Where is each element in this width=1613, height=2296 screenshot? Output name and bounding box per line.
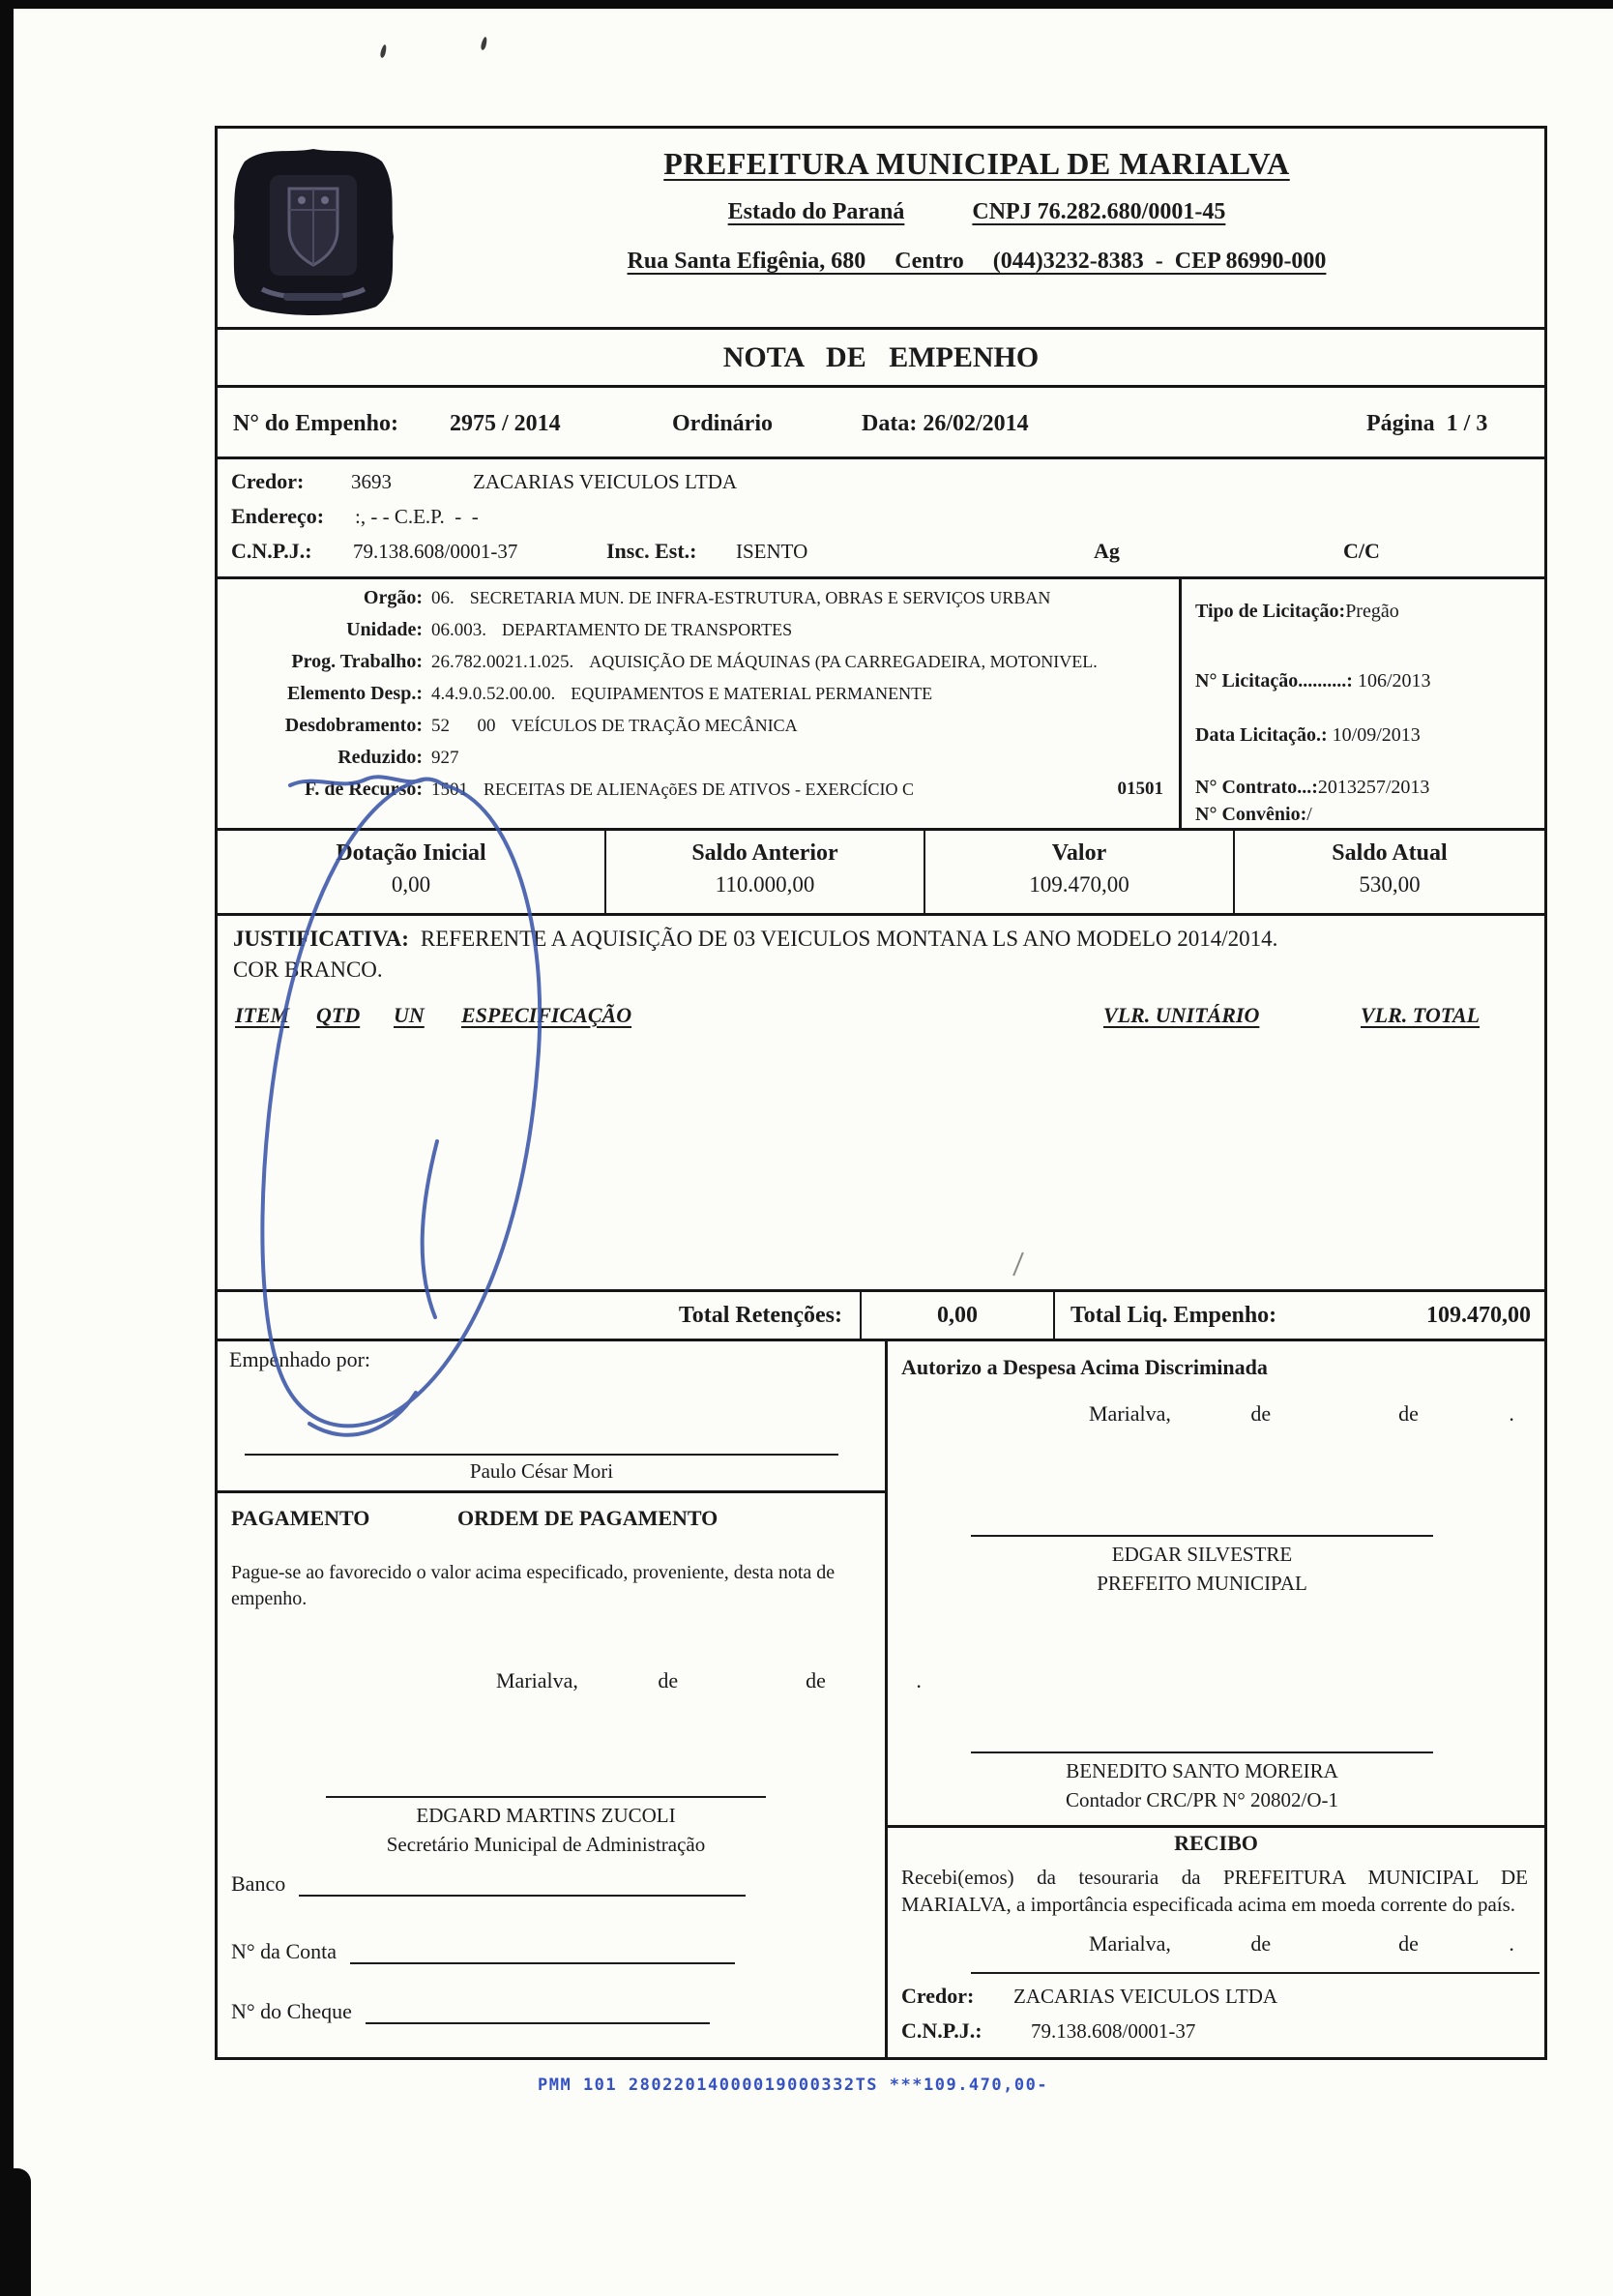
cheque-fill-line [366,1999,710,2024]
value-label: Valor [1051,840,1107,866]
col-item: ITEM [235,1003,290,1027]
net-commitment-value: 109.470,00 [1426,1302,1531,1328]
row-description: DEPARTAMENTO DE TRANSPORTES [502,620,793,639]
municipal-coat-of-arms-logo [218,129,409,327]
budget-row-desdobramento [218,715,1179,737]
row-label: F. de Recurso: [304,779,423,800]
bidding-date-row [1195,724,1421,747]
header-state: Estado do Paraná [727,199,905,224]
balances-row [218,831,1544,916]
bidding-type-label: Tipo de Licitação: [1195,601,1346,622]
budget-row-elemento [218,683,1179,705]
value-amount: 109.470,00 [1029,872,1129,897]
bidding-type-row [1195,601,1399,623]
empenho-type: Ordinário [672,411,774,436]
creditor-label: Credor: [231,469,305,493]
payment-title: PAGAMENTO [231,1506,370,1530]
mayor-name: EDGAR SILVESTRE [1111,1543,1293,1566]
creditor-box [218,459,1544,579]
receipt-cnpj-label: C.N.P.J.: [901,2018,982,2043]
receipt-date-line: Marialva, de de . [1089,1931,1514,1956]
cnpj-value: 79.138.608/0001-37 [353,540,518,563]
address-value: :, - - C.E.P. - - [355,505,479,528]
retentions-total-value: 0,00 [862,1292,1055,1339]
committed-by-label: Empenhado por: [229,1347,371,1371]
state-reg-label: Insc. Est.: [606,539,697,563]
signatures-section [218,1341,1544,2057]
initial-allocation-cell [218,831,604,913]
budget-row-fonte-recurso [218,779,1179,801]
bank-fill-line [299,1871,746,1897]
ink-speck [480,37,487,51]
authorization-title: Autorizo a Despesa Acima Discriminada [901,1355,1268,1379]
coat-of-arms-stamp-icon [229,142,397,318]
accountant-title: Contador CRC/PR N° 20802/O-1 [1065,1788,1338,1811]
bidding-date-label: Data Licitação.: [1195,724,1328,746]
previous-balance-cell [604,831,924,913]
scan-edge-left [0,0,14,2296]
accountant-signature-line [971,1751,1433,1753]
page-number: Página 1 / 3 [1366,411,1488,436]
mayor-title: PREFEITO MUNICIPAL [1097,1572,1307,1595]
receipt-signature-line [971,1972,1540,1974]
header-address: Rua Santa Efigênia, 680 Centro (044)3232-8383 - CEP 86990-000 [627,249,1327,274]
row-code: 52 00 [431,716,496,736]
justification-line2: COR BRANCO. [233,957,383,982]
cheque-number-label: N° do Cheque [231,1999,352,2023]
account-number-label: N° da Conta [231,1939,337,1963]
budget-row-reduzido [218,747,1179,769]
row-code: 06. [431,588,455,608]
committed-by-name: Paulo César Mori [469,1459,614,1483]
budget-classification-box [218,579,1544,831]
col-specification: ESPECIFICAÇÃO [461,1003,632,1027]
row-code: 1501 [431,780,468,800]
agreement-number-row [1195,804,1312,826]
scan-edge-corner [0,2168,31,2296]
row-label: Elemento Desp.: [287,683,423,704]
cheque-number-row [231,1999,710,2024]
row-description: SECRETARIA MUN. DE INFRA-ESTRUTURA, OBRAS E SERVIÇOS URBAN [469,588,1051,607]
document-header [218,129,1544,330]
secretary-name: EDGARD MARTINS ZUCOLI [416,1804,676,1827]
justification-line1 [233,924,1529,955]
initial-allocation-value: 0,00 [391,872,431,897]
doc-title: NOTA DE EMPENHO [722,340,1040,373]
receipt-text: Recebi(emos) da tesouraria da PREFEITURA MUNICIPAL DE MARIALVA, a importância especificada acima em moeda corrente do país. [901,1866,1528,1916]
value-cell [924,831,1233,913]
accountant-name: BENEDITO SANTO MOREIRA [1066,1759,1338,1782]
empenho-number-value: 2975 / 2014 [450,411,561,436]
agreement-number-value: / [1306,804,1312,825]
row-description: RECEITAS DE ALIENAçõES DE ATIVOS - EXERCÍCIO C [484,780,915,799]
creditor-name: ZACARIAS VEICULOS LTDA [473,470,738,493]
current-balance-value: 530,00 [1359,872,1421,897]
initial-allocation-label: Dotação Inicial [336,840,486,866]
address-label: Endereço: [231,504,325,528]
scan-edge-top [0,0,1613,9]
budget-row-prog-trabalho [218,651,1179,673]
col-qty: QTD [316,1003,361,1027]
row-label: Prog. Trabalho: [291,651,423,672]
agency-label: Ag [1094,539,1120,563]
payment-order-title: ORDEM DE PAGAMENTO [457,1506,719,1530]
page-title: PREFEITURA MUNICIPAL DE MARIALVA [663,146,1290,181]
bidding-number-label: N° Licitação..........: [1195,670,1353,692]
bidding-info-column [1179,579,1544,828]
previous-balance-label: Saldo Anterior [691,840,838,866]
empenho-number-label: N° do Empenho: [233,411,398,436]
committed-by-signature-line [245,1454,838,1456]
items-table-body-empty [218,1040,1544,1289]
justification-block [218,916,1544,995]
payment-order-text: Pague-se ao favorecido o valor acima especificado, proveniente, desta nota de empenho. [231,1562,836,1609]
row-label: Desdobramento: [284,715,423,736]
budget-row-unidade [218,619,1179,641]
bidding-type-value: Pregão [1345,601,1399,622]
retentions-total-label: Total Retenções: [218,1292,862,1339]
account-label: C/C [1343,539,1380,563]
receipt-creditor-name: ZACARIAS VEICULOS LTDA [1013,1985,1278,2008]
current-balance-label: Saldo Atual [1332,840,1448,866]
fonte-recurso-code: 01501 [1117,779,1163,799]
nota-de-empenho-form [215,126,1547,2060]
header-text-block [409,129,1544,327]
col-total-value: VLR. TOTAL [1361,1003,1481,1027]
header-cnpj: CNPJ 76.282.680/0001-45 [972,199,1226,224]
state-reg-value: ISENTO [736,540,808,563]
net-commitment-label: Total Liq. Empenho: [1070,1302,1277,1328]
mayor-signature-line [971,1535,1433,1537]
agreement-number-label: N° Convênio: [1195,804,1307,825]
row-label: Unidade: [346,619,423,640]
payment-divider [218,1490,885,1493]
col-unit-value: VLR. UNITÁRIO [1103,1003,1260,1027]
justification-text: REFERENTE A AQUISIÇÃO DE 03 VEICULOS MONTANA LS ANO MODELO 2014/2014. [420,927,1278,951]
bidding-date-value: 10/09/2013 [1327,724,1421,746]
empenho-date: Data: 26/02/2014 [862,411,1029,436]
authorization-column [888,1341,1544,2057]
bank-row [231,1871,746,1897]
justification-label: JUSTIFICATIVA: [233,927,409,951]
contract-number-row [1195,777,1429,799]
cnpj-label: C.N.P.J.: [231,539,312,563]
payment-column [218,1341,922,2057]
row-description: EQUIPAMENTOS E MATERIAL PERMANENTE [571,684,933,703]
bank-label: Banco [231,1871,286,1896]
items-table-header [218,995,1544,1040]
receipt-creditor-label: Credor: [901,1984,975,2008]
empenho-number-row [218,388,1544,459]
col-unit: UN [394,1003,425,1027]
budget-row-orgao [218,587,1179,609]
row-label: Reduzido: [337,747,423,768]
row-code: 26.782.0021.1.025. [431,652,574,672]
row-code: 927 [431,748,459,768]
row-code: 06.003. [431,620,486,640]
secretary-signature-line [326,1796,766,1798]
previous-balance-value: 110.000,00 [715,872,815,897]
account-number-row [231,1939,735,1964]
contract-number-value: 2013257/2013 [1317,777,1430,798]
receipt-title: RECIBO [1174,1831,1258,1855]
authorization-date-line: Marialva, de de . [1089,1401,1514,1426]
row-description: VEÍCULOS DE TRAÇÃO MECÂNICA [511,716,798,735]
contract-number-label: N° Contrato...: [1195,777,1318,798]
payment-date-line: Marialva, de de . [496,1668,922,1693]
bidding-number-value: 106/2013 [1352,670,1431,692]
current-balance-cell [1233,831,1544,913]
account-fill-line [350,1939,735,1964]
receipt-cnpj-value: 79.138.608/0001-37 [1031,2019,1196,2043]
doc-title-bar [218,330,1544,388]
bidding-number-row [1195,670,1431,692]
row-label: Orgão: [363,587,423,608]
receipt-divider [888,1825,1544,1828]
secretary-title: Secretário Municipal de Administração [386,1833,706,1856]
row-description: AQUISIÇÃO DE MÁQUINAS (PA CARREGADEIRA, MOTONIVEL. [589,652,1098,671]
row-code: 4.4.9.0.52.00.00. [431,684,556,704]
creditor-code: 3693 [351,470,392,493]
budget-rows [218,579,1179,828]
totals-row [218,1289,1544,1341]
dot-matrix-print-line: PMM 101 28022014000019000332TS ***109.470,00- [538,2075,1049,2095]
ink-speck [379,44,387,59]
